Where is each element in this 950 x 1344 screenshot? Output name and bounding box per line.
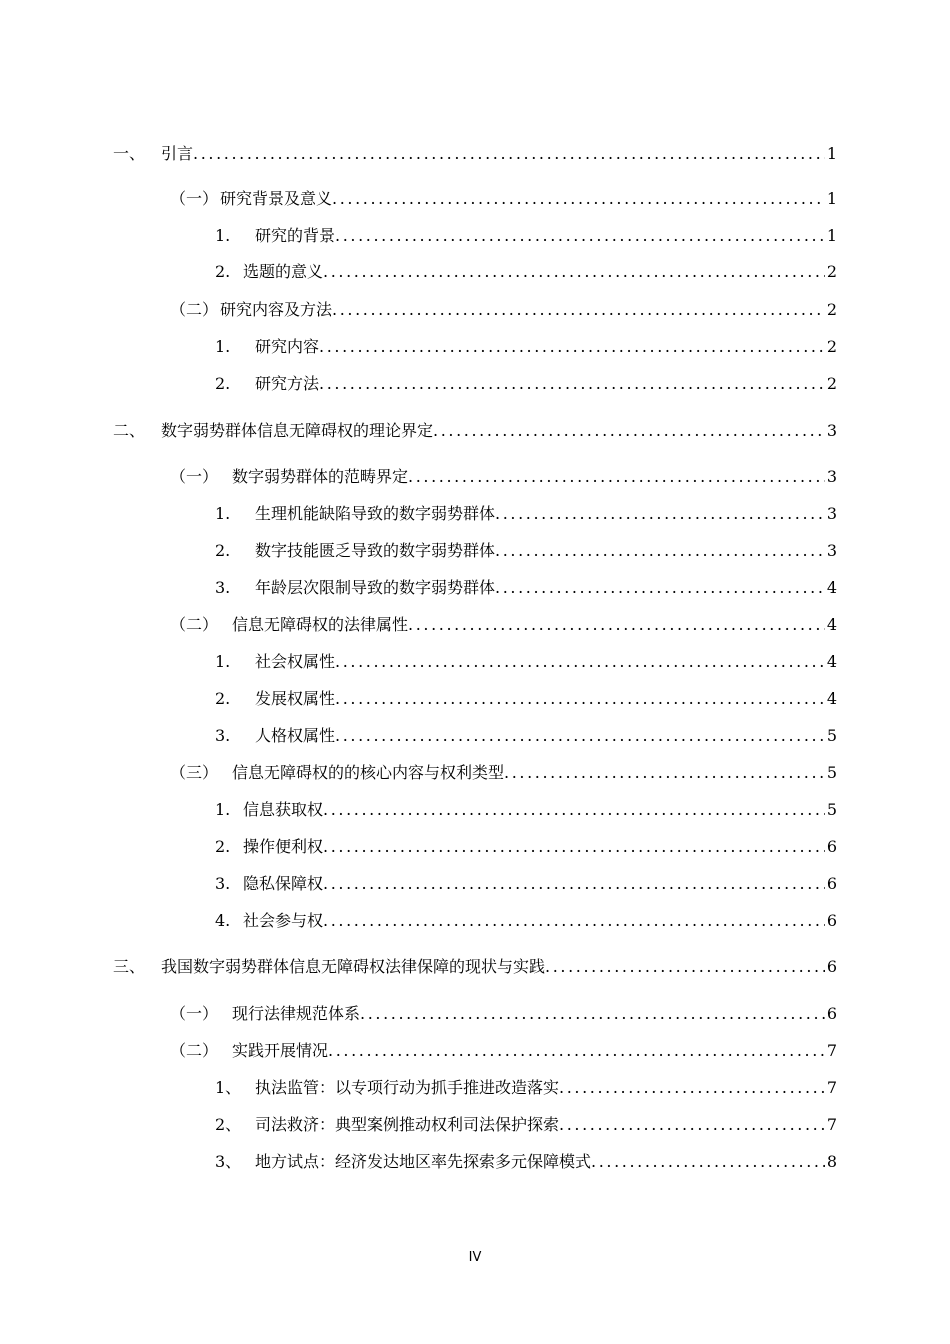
toc-entry[interactable] [215,537,837,561]
entry-title: 研究的背景 [255,226,336,245]
entry-title: 数字弱势群体信息无障碍权的理论界定 [161,421,434,440]
toc-entry[interactable] [113,140,837,164]
entry-title: 社会权属性 [255,652,336,671]
entry-title: 研究背景及意义 [220,189,333,208]
entry-number: 3. [215,578,231,597]
entry-number: 1. [215,226,231,245]
toc-entry[interactable] [113,953,837,977]
entry-page-number: 7 [826,1041,837,1060]
entry-number: 1、 [215,1078,242,1097]
dot-leader [319,337,825,357]
dot-leader [545,957,825,977]
dot-leader [323,262,825,282]
toc-entry[interactable] [215,685,837,709]
entry-number: （一） [170,189,219,208]
entry-page-number: 3 [826,421,837,440]
toc-entry[interactable] [170,759,837,783]
entry-title: 年龄层次限制导致的数字弱势群体 [255,578,496,597]
dot-leader [408,615,825,635]
dot-leader [323,837,825,857]
dot-leader [193,144,825,164]
dot-leader [408,467,825,487]
dot-leader [495,578,825,598]
entry-number: 2. [215,374,231,393]
entry-page-number: 8 [826,1152,837,1171]
entry-title: 信息无障碍权的的核心内容与权利类型 [232,763,505,782]
toc-entry[interactable] [215,907,837,931]
dot-leader [433,421,825,441]
entry-number: （二） [170,1041,219,1060]
toc-entry[interactable] [170,185,837,209]
entry-number: 2、 [215,1115,242,1134]
entry-number: 一、 [113,144,146,163]
entry-title: 研究内容 [255,337,320,356]
toc-entry[interactable] [215,648,837,672]
dot-leader [323,874,825,894]
entry-title: 司法救济：典型案例推动权利司法保护探索 [255,1115,560,1134]
toc-entry[interactable] [215,222,837,246]
entry-page-number: 7 [826,1078,837,1097]
entry-title: 引言 [161,144,194,163]
entry-page-number: 6 [826,957,837,976]
entry-number: 3. [215,874,231,893]
entry-number: 三、 [113,957,146,976]
dot-leader [559,1078,825,1098]
entry-title: 研究内容及方法 [220,300,333,319]
toc-entry[interactable] [215,370,837,394]
dot-leader [323,911,825,931]
entry-number: 1. [215,652,231,671]
entry-page-number: 6 [826,911,837,930]
toc-entry[interactable] [215,1148,837,1172]
entry-number: 4. [215,911,231,930]
entry-page-number: 2 [826,262,837,281]
dot-leader [495,541,825,561]
entry-page-number: 7 [826,1115,837,1134]
entry-title: 实践开展情况 [232,1041,329,1060]
entry-page-number: 6 [826,874,837,893]
entry-page-number: 2 [826,374,837,393]
toc-entry[interactable] [215,1074,837,1098]
entry-title: 选题的意义 [243,262,324,281]
entry-page-number: 1 [826,144,837,163]
dot-leader [504,763,825,783]
dot-leader [559,1115,825,1135]
toc-entry[interactable] [215,796,837,820]
entry-number: 二、 [113,421,146,440]
entry-number: 1. [215,337,231,356]
entry-page-number: 3 [826,504,837,523]
entry-page-number: 5 [826,763,837,782]
entry-title: 发展权属性 [255,689,336,708]
toc-entry[interactable] [170,1000,837,1024]
entry-title: 人格权属性 [255,726,336,745]
entry-number: 1. [215,504,231,523]
entry-page-number: 3 [826,467,837,486]
entry-title: 研究方法 [255,374,320,393]
dot-leader [319,374,825,394]
entry-page-number: 4 [826,689,837,708]
dot-leader [495,504,825,524]
dot-leader [328,1041,825,1061]
toc-entry[interactable] [215,833,837,857]
entry-title: 操作便利权 [243,837,324,856]
dot-leader [335,652,825,672]
toc-entry[interactable] [170,611,837,635]
dot-leader [591,1152,825,1172]
toc-entry[interactable] [170,1037,837,1061]
entry-number: 3、 [215,1152,242,1171]
entry-page-number: 4 [826,652,837,671]
dot-leader [360,1004,825,1024]
toc-entry[interactable] [215,870,837,894]
toc-entry[interactable] [170,296,837,320]
entry-number: （二） [170,300,219,319]
entry-number: 2. [215,262,231,281]
entry-number: 2. [215,689,231,708]
entry-title: 执法监管：以专项行动为抓手推进改造落实 [255,1078,560,1097]
dot-leader [335,726,825,746]
entry-number: （三） [170,763,219,782]
entry-page-number: 5 [826,726,837,745]
entry-page-number: 6 [826,837,837,856]
dot-leader [332,189,825,209]
entry-number: （二） [170,615,219,634]
toc-entry[interactable] [215,574,837,598]
entry-number: 1. [215,800,231,819]
page-number-footer: IV [468,1250,482,1265]
entry-title: 现行法律规范体系 [232,1004,361,1023]
toc-entry[interactable] [215,1111,837,1135]
entry-page-number: 1 [826,226,837,245]
entry-page-number: 1 [826,189,837,208]
entry-title: 信息无障碍权的法律属性 [232,615,409,634]
dot-leader [323,800,825,820]
toc-entry[interactable] [215,500,837,524]
dot-leader [332,300,825,320]
entry-number: （一） [170,467,219,486]
entry-title: 生理机能缺陷导致的数字弱势群体 [255,504,496,523]
entry-title: 社会参与权 [243,911,324,930]
toc-entry[interactable] [215,722,837,746]
entry-title: 隐私保障权 [243,874,324,893]
toc-entry[interactable] [215,258,837,282]
entry-page-number: 4 [826,578,837,597]
entry-title: 我国数字弱势群体信息无障碍权法律保障的现状与实践 [161,957,546,976]
entry-page-number: 2 [826,300,837,319]
entry-number: （一） [170,1004,219,1023]
entry-page-number: 6 [826,1004,837,1023]
entry-page-number: 2 [826,337,837,356]
toc-entry[interactable] [215,333,837,357]
entry-page-number: 3 [826,541,837,560]
entry-title: 数字弱势群体的范畴界定 [232,467,409,486]
toc-entry[interactable] [113,417,837,441]
entry-number: 2. [215,837,231,856]
entry-title: 信息获取权 [243,800,324,819]
entry-title: 地方试点：经济发达地区率先探索多元保障模式 [255,1152,592,1171]
dot-leader [335,689,825,709]
entry-title: 数字技能匮乏导致的数字弱势群体 [255,541,496,560]
entry-number: 2. [215,541,231,560]
entry-number: 3. [215,726,231,745]
entry-page-number: 5 [826,800,837,819]
dot-leader [335,226,825,246]
entry-page-number: 4 [826,615,837,634]
toc-entry[interactable] [170,463,837,487]
